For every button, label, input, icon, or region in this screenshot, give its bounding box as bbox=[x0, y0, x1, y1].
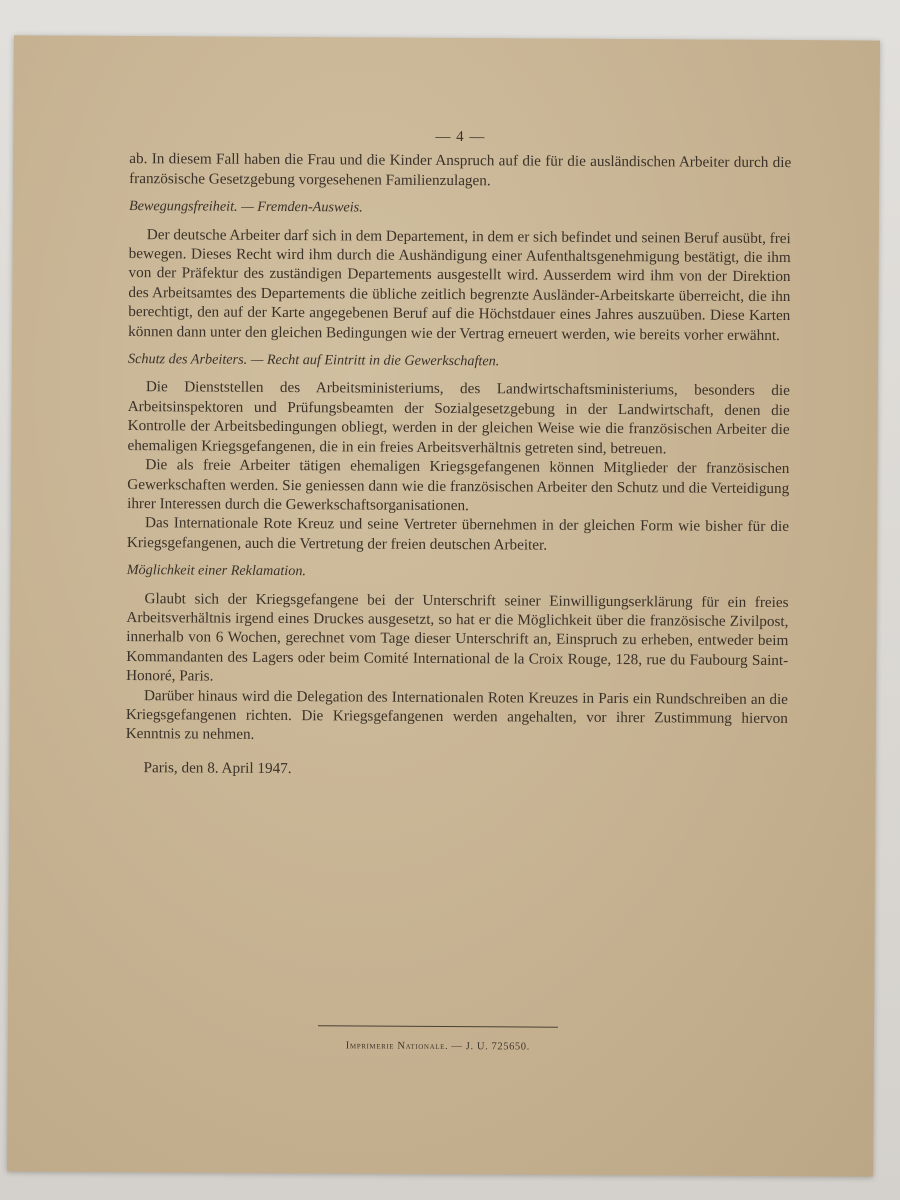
paragraph-schutz-2: Die als freie Arbeiter tätigen ehemaligen Kriegsgefangenen können Mitglieder der französischen Gewerkschaften werden. Sie geniessen dann wie die französischen Arbeiter den Schutz und die Verteidigung ihrer Interessen durch die Gewerkschaftsorganisationen. bbox=[127, 456, 790, 515]
section-heading-schutz: Schutz des Arbeiters. — Recht auf Eintritt in die Gewerkschaften. bbox=[127, 351, 500, 370]
paragraph-bewegungsfreiheit: Der deutsche Arbeiter darf sich in dem Departement, in dem er sich befindet und seinen Beruf ausübt, frei bewegen. Dieses Recht wird ihm durch die Aushändigung einer Aufenthaltsgenehmigung bestätigt, die ihm von der Präfektur des zuständigen Departements ausgestellt wird. Ausserdem wird ihm von der Direktion des Arbeitsamtes des Departements die übliche zeitlich begrenzte Ausländer-Arbeitskarte überreicht, die ihn berechtigt, den auf der Karte angegebenen Beruf auf die Höchstdauer eines Jahres auszuüben. Diese Karten können dann unter den gleichen Bedingungen wie der Vertrag erneuert werden, wie bereits vorher erwähnt. bbox=[128, 225, 791, 344]
paragraph-reklamation-2: Darüber hinaus wird die Delegation des Internationalen Roten Kreuzes in Paris ein Rundschreiben an die Kriegsgefangenen richten. Die Kriegsgefangenen werden angehalten, vor ihrer Zustimmung hiervon Kenntnis zu nehmen. bbox=[125, 686, 789, 744]
document-body bbox=[125, 126, 791, 781]
document-page bbox=[7, 35, 880, 1176]
page-number: — 4 — bbox=[435, 128, 486, 146]
section-heading-bewegungsfreiheit: Bewegungsfreiheit. — Fremden-Ausweis. bbox=[128, 198, 363, 216]
date-line: Paris, den 8. April 1947. bbox=[143, 758, 292, 777]
paragraph-schutz-1: Die Dienststellen des Arbeitsministeriums, des Landwirtschaftsministeriums, besonders die Arbeitsinspektoren und Prüfungsbeamten der Sozialgesetzgebung in der Landwirtschaft, denen die Kontrolle der Arbeitsbedingungen obliegt, werden in der gleichen Weise wie die französischen Arbeiter die ehemaligen Kriegsgefangenen, die in ein freies Arbeitsverhältnis getreten sind, betreuen. bbox=[127, 378, 790, 458]
section-heading-reklamation: Möglichkeit einer Reklamation. bbox=[126, 562, 307, 580]
paragraph-schutz-3: Das Internationale Rote Kreuz und seine Vertreter übernehmen in der gleichen Form wie bisher für die Kriegsgefangenen, auch die Vertretung der freien deutschen Arbeiter. bbox=[126, 514, 790, 554]
paragraph-reklamation-1: Glaubt sich der Kriegsgefangene bei der Unterschrift seiner Einwilligungserklärung für ein freies Arbeitsverhältnis irgend eines Druckes ausgesetzt, so hat er die Möglichkeit über die französische Zivilpost, innerhalb von 6 Wochen, gerechnet vom Tage dieser Unterschrift an, Einspruch zu erheben, entweder beim Kommandanten des Lagers oder beim Comité International de la Croix Rouge, 128, rue du Faubourg Saint-Honoré, Paris. bbox=[126, 589, 789, 685]
printer-footer: Imprimerie Nationale. — J. U. 725650. bbox=[318, 1025, 558, 1052]
intro-paragraph: ab. In diesem Fall haben die Frau und die Kinder Anspruch auf die für die ausländischen Arbeiter durch die französische Gesetzgebung vorgesehenen Familienzulagen. bbox=[129, 150, 792, 190]
